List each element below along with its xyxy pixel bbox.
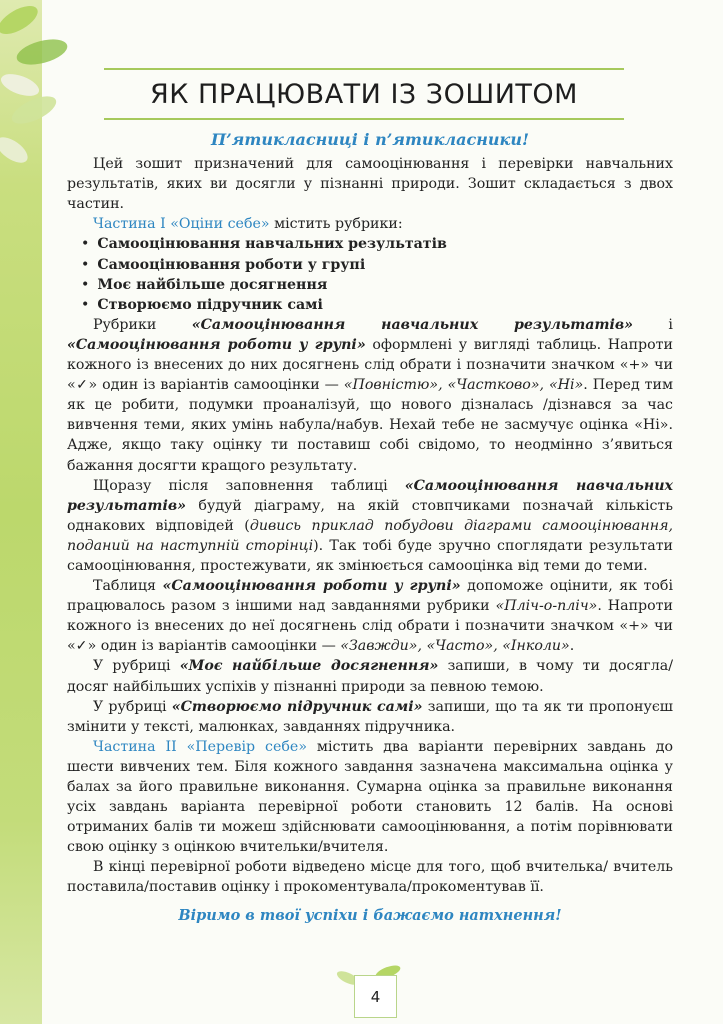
rubric-name: «Самооцінювання роботи у групі» — [162, 578, 461, 595]
text: У рубриці — [93, 658, 180, 675]
text: Таблиця — [93, 578, 163, 595]
options-text: «Завжди», «Часто», «Інколи» — [340, 638, 570, 655]
achievement-paragraph — [67, 656, 673, 696]
text: Щоразу після заповнення таблиці — [93, 477, 405, 494]
intro-paragraph: Цей зошит призначений для самооцінювання і перевірки навчальних результатів, яких ви досягли у пізнанні природи. Зошит складається з двох частин. — [67, 156, 673, 213]
part1-label: Частина І «Оціни себе» — [93, 216, 270, 233]
part1-paragraph — [67, 214, 673, 234]
top-rule — [104, 68, 624, 70]
text: . — [569, 638, 575, 655]
rubric-item: • Створюємо підручник самі — [81, 295, 673, 315]
text: Рубрики — [93, 316, 192, 333]
text: оформлені у вигляді таблиць. Напроти кожного із внесених до них досягнень слід обрати і позначити значком «+» чи «✓» один із варіантів самооцінки — — [67, 336, 673, 394]
rubrics-paragraph — [67, 315, 673, 476]
rubric-name: «Моє найбільше досягнення» — [179, 658, 439, 675]
group-paragraph — [67, 576, 673, 656]
greeting: П’ятикласниці і п’ятикласники! — [210, 130, 529, 149]
page-number: 4 — [354, 975, 397, 1018]
rubric-name: «Самооцінювання роботи у групі» — [67, 336, 366, 353]
textbook-paragraph — [67, 697, 673, 737]
page-title: ЯК ПРАЦЮВАТИ ІЗ ЗОШИТОМ — [150, 79, 578, 110]
rubric-item: • Моє найбільше досягнення — [81, 275, 673, 295]
rubric-list — [67, 234, 673, 314]
rubric-name: «Самооцінювання навчальних результатів» — [67, 477, 673, 514]
text: допоможе оцінити, як тобі працювалось разом з іншими над завданнями рубрики — [67, 578, 674, 615]
bottom-rule — [104, 118, 624, 120]
part1-rest: містить рубрики: — [269, 216, 403, 233]
rubric-item: • Самооцінювання навчальних результатів — [81, 234, 673, 254]
options-text: «Повністю», «Частково», «Ні» — [343, 377, 584, 394]
rubric-name: «Самооцінювання навчальних результатів» — [191, 316, 634, 333]
diagram-paragraph — [67, 476, 673, 576]
part2-rest: містить два варіанти перевірних завдань до шести вивчених тем. Біля кожного завдання зазначена максимальна оцінка у балах за його правильне виконання. Сумарна оцінка за правильне виконання усіх завдань варіанта перевірної роботи становить 12 балів. На основі отриманих балів ти можеш здійснювати самооцінювання, а потім порівнювати свою оцінку з оцінкою вчительки/вчителя. — [67, 738, 673, 856]
closing-line: Віримо в твої успіхи і бажаємо натхнення! — [178, 906, 562, 924]
main-text — [67, 130, 673, 926]
text: ). Так тобі буде зручно споглядати результати самооцінювання, простежувати, як змінюється самооцінка від теми до теми. — [67, 537, 674, 574]
text: . Напроти кожного із внесених до неї досягнень слід обрати і позначити значком «+» чи «✓» один із варіантів самооцінки — — [67, 598, 673, 655]
text: . Перед тим як це робити, подумки проаналізуй, що нового дізналась /дізнався за час вивчення теми, яких умінь набула/набув. Нехай тебе не засмучує оцінка «Ні». Адже, якщо таку оцінку ти поставиш собі свідомо, то неодмінно з’явиться бажання досягти кращого результату. — [67, 377, 673, 474]
final-paragraph: В кінці перевірної роботи відведено місце для того, щоб вчителька/ вчитель поставила/поставив оцінку і прокоментувала/прокоментував її. — [67, 859, 673, 896]
text: У рубриці — [93, 698, 172, 715]
text: запиши, в чому ти досягла/ досяг найбільших успіхів у пізнанні природи за певною темою. — [67, 658, 673, 695]
part2-paragraph — [67, 737, 673, 858]
reference-text: дивись приклад побудови діаграми самооцінювання, поданий на наступній сторінці — [67, 517, 673, 554]
text: і — [633, 316, 673, 333]
page-header — [104, 68, 624, 120]
text: запиши, що та як ти пропонуєш змінити у тексті, малюнках, завданнях підручника. — [67, 698, 673, 735]
rubric-item: • Самооцінювання роботи у групі — [81, 255, 673, 275]
rubric-name: «Створюємо підручник самі» — [171, 698, 423, 715]
rubric-name: «Пліч-о-пліч» — [495, 598, 598, 615]
page-number-area — [326, 960, 406, 1024]
text: будуй діаграму, на якій стовпчиками позначай кількість однакових відповідей ( — [67, 497, 673, 534]
part2-label: Частина ІІ «Перевір себе» — [93, 738, 308, 755]
